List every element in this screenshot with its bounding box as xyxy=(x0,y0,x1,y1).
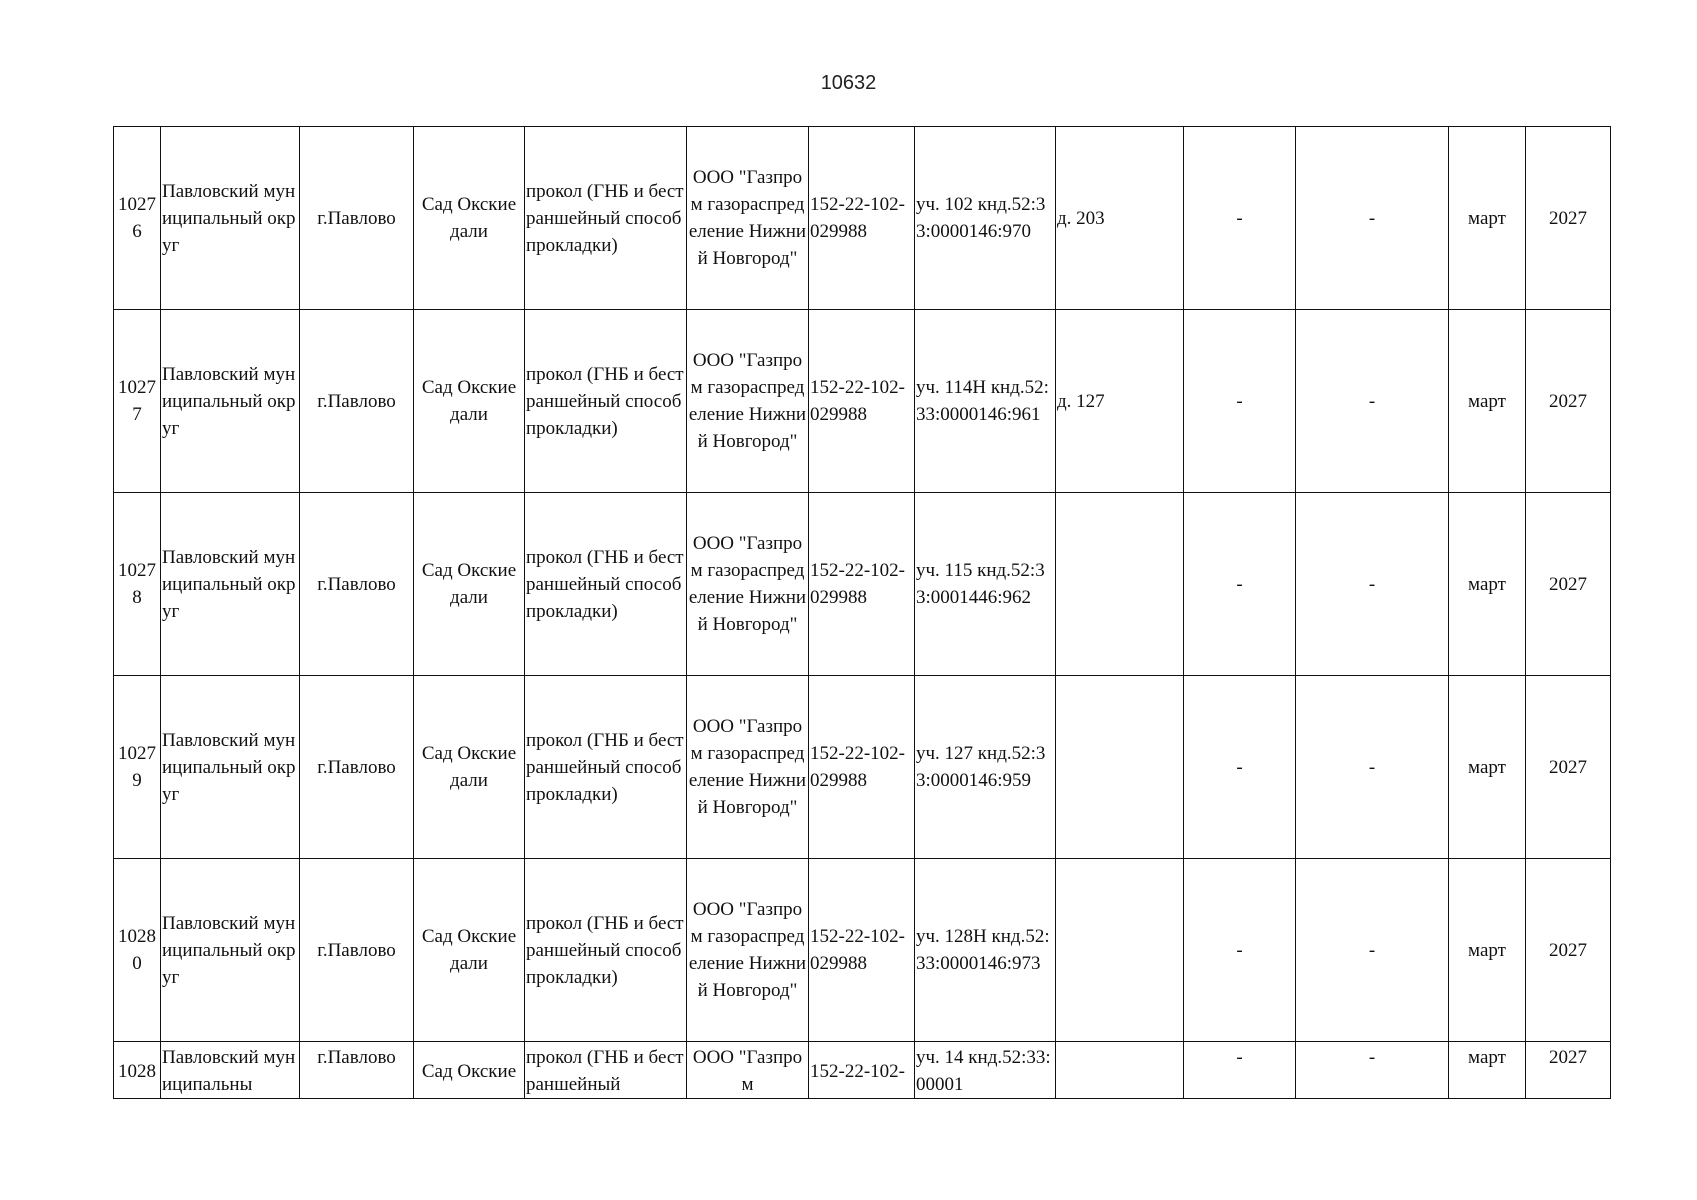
row-number-cell: 10280 xyxy=(114,859,161,1042)
dash-cell-b: - xyxy=(1296,310,1449,493)
district-cell: Павловский муниципальный округ xyxy=(161,676,300,859)
table-row xyxy=(114,310,1611,493)
dash-cell-b: - xyxy=(1296,859,1449,1042)
dash-cell-a: - xyxy=(1184,310,1296,493)
organization-cell: ООО "Газпром газораспределение Нижний Новгород" xyxy=(687,676,809,859)
location-cell: Сад Окские дали xyxy=(414,859,525,1042)
row-number-cell: 10278 xyxy=(114,493,161,676)
address-cell xyxy=(1056,859,1184,1042)
code-cell: 152-22-102- xyxy=(809,1042,915,1099)
dash-cell-a: - xyxy=(1184,676,1296,859)
organization-cell: ООО "Газпром xyxy=(687,1042,809,1099)
month-cell: март xyxy=(1449,310,1526,493)
month-cell: март xyxy=(1449,493,1526,676)
method-cell: прокол (ГНБ и бестраншейный способ прокладки) xyxy=(525,859,687,1042)
location-cell: Сад Окские дали xyxy=(414,310,525,493)
year-cell: 2027 xyxy=(1526,310,1611,493)
code-cell: 152-22-102-029988 xyxy=(809,859,915,1042)
row-number-cell: 10276 xyxy=(114,127,161,310)
cadastral-cell: уч. 114Н кнд.52:33:0000146:961 xyxy=(915,310,1056,493)
district-cell: Павловский муниципальный округ xyxy=(161,310,300,493)
dash-cell-a: - xyxy=(1184,127,1296,310)
method-cell: прокол (ГНБ и бестраншейный способ прокладки) xyxy=(525,493,687,676)
address-cell xyxy=(1056,493,1184,676)
year-cell: 2027 xyxy=(1526,1042,1611,1099)
month-cell: март xyxy=(1449,676,1526,859)
method-cell: прокол (ГНБ и бестраншейный способ прокладки) xyxy=(525,127,687,310)
dash-cell-b: - xyxy=(1296,1042,1449,1099)
method-cell: прокол (ГНБ и бестраншейный способ прокладки) xyxy=(525,310,687,493)
city-cell: г.Павлово xyxy=(300,493,414,676)
city-cell: г.Павлово xyxy=(300,310,414,493)
dash-cell-a: - xyxy=(1184,859,1296,1042)
cadastral-cell: уч. 115 кнд.52:33:0001446:962 xyxy=(915,493,1056,676)
address-cell: д. 127 xyxy=(1056,310,1184,493)
method-cell: прокол (ГНБ и бестраншейный способ прокладки) xyxy=(525,676,687,859)
month-cell: март xyxy=(1449,1042,1526,1099)
row-number-cell: 1028 xyxy=(114,1042,161,1099)
row-number-cell: 10277 xyxy=(114,310,161,493)
city-cell: г.Павлово xyxy=(300,676,414,859)
month-cell: март xyxy=(1449,127,1526,310)
cadastral-cell: уч. 127 кнд.52:33:0000146:959 xyxy=(915,676,1056,859)
address-cell xyxy=(1056,1042,1184,1099)
location-cell: Сад Окские xyxy=(414,1042,525,1099)
city-cell: г.Павлово xyxy=(300,1042,414,1099)
district-cell: Павловский муниципальный округ xyxy=(161,127,300,310)
registry-table xyxy=(113,126,1611,1099)
code-cell: 152-22-102-029988 xyxy=(809,676,915,859)
table-row xyxy=(114,493,1611,676)
district-cell: Павловский муниципальны xyxy=(161,1042,300,1099)
organization-cell: ООО "Газпром газораспределение Нижний Новгород" xyxy=(687,859,809,1042)
location-cell: Сад Окские дали xyxy=(414,493,525,676)
cadastral-cell: уч. 102 кнд.52:33:0000146:970 xyxy=(915,127,1056,310)
table-row xyxy=(114,859,1611,1042)
cadastral-cell: уч. 14 кнд.52:33:00001 xyxy=(915,1042,1056,1099)
dash-cell-b: - xyxy=(1296,493,1449,676)
dash-cell-b: - xyxy=(1296,676,1449,859)
city-cell: г.Павлово xyxy=(300,859,414,1042)
page-number: 10632 xyxy=(820,72,877,94)
code-cell: 152-22-102-029988 xyxy=(809,127,915,310)
code-cell: 152-22-102-029988 xyxy=(809,310,915,493)
organization-cell: ООО "Газпром газораспределение Нижний Новгород" xyxy=(687,493,809,676)
organization-cell: ООО "Газпром газораспределение Нижний Новгород" xyxy=(687,310,809,493)
year-cell: 2027 xyxy=(1526,493,1611,676)
table-row xyxy=(114,127,1611,310)
dash-cell-a: - xyxy=(1184,1042,1296,1099)
dash-cell-b: - xyxy=(1296,127,1449,310)
organization-cell: ООО "Газпром газораспределение Нижний Новгород" xyxy=(687,127,809,310)
table-row xyxy=(114,1042,1611,1099)
location-cell: Сад Окские дали xyxy=(414,676,525,859)
district-cell: Павловский муниципальный округ xyxy=(161,493,300,676)
year-cell: 2027 xyxy=(1526,676,1611,859)
year-cell: 2027 xyxy=(1526,127,1611,310)
cadastral-cell: уч. 128Н кнд.52:33:0000146:973 xyxy=(915,859,1056,1042)
location-cell: Сад Окские дали xyxy=(414,127,525,310)
district-cell: Павловский муниципальный округ xyxy=(161,859,300,1042)
code-cell: 152-22-102-029988 xyxy=(809,493,915,676)
address-cell: д. 203 xyxy=(1056,127,1184,310)
city-cell: г.Павлово xyxy=(300,127,414,310)
dash-cell-a: - xyxy=(1184,493,1296,676)
row-number-cell: 10279 xyxy=(114,676,161,859)
month-cell: март xyxy=(1449,859,1526,1042)
table-row xyxy=(114,676,1611,859)
address-cell xyxy=(1056,676,1184,859)
method-cell: прокол (ГНБ и бестраншейный xyxy=(525,1042,687,1099)
year-cell: 2027 xyxy=(1526,859,1611,1042)
registry-table-body xyxy=(114,127,1611,1099)
